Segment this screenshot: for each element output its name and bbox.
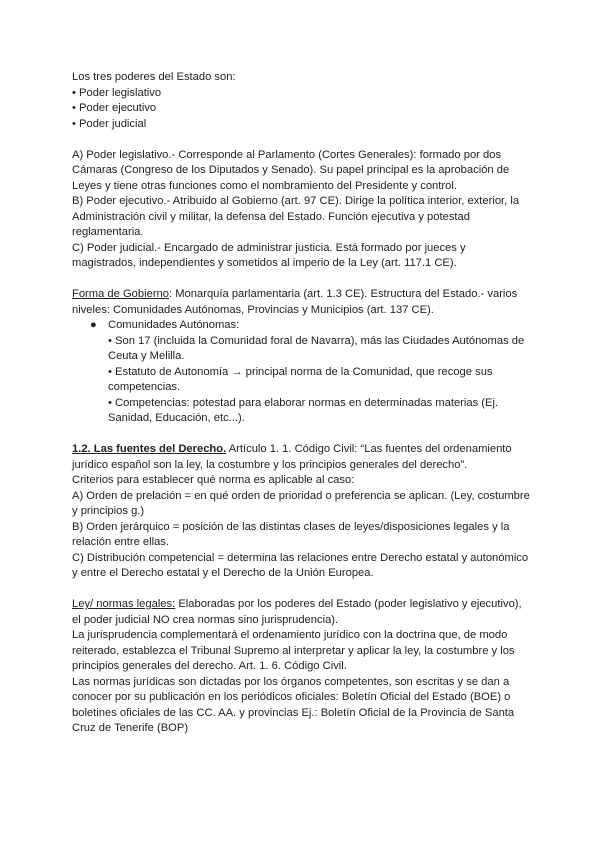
sub-item: • Estatuto de Autonomía → principal norma de la Comunidad, que recoge sus competencias. bbox=[108, 365, 493, 393]
sub-item: • Son 17 (incluida la Comunidad foral de Navarra), más las Ciudades Autónomas de Ceuta y Melilla. bbox=[108, 334, 525, 362]
criterio-item: C) Distribución competencial = determina las relaciones entre Derecho estatal y autonómico y entre el Derecho estatal y el Derecho de la Unión Europea. bbox=[72, 551, 529, 579]
intro-item: • Poder legislativo bbox=[72, 86, 162, 99]
power-legislativo: A) Poder legislativo.- Corresponde al Parlamento (Cortes Generales): formado por dos Cámaras (Congreso de los Diputados y Senado). Su papel principal es la aprobación de Leyes y tiene otras funciones como el nombramiento del Presidente y control. bbox=[72, 148, 510, 192]
ley-paragraph bbox=[72, 597, 532, 628]
gobierno-text: : Monarquía parlamentaria (art. 1.3 CE). Estructura del Estado.- varios niveles: Comunidades Autónomas, Provincias y Municipios (art. 137 CE). bbox=[72, 288, 518, 316]
ley-text: Elaboradas por los poderes del Estado (poder legislativo y ejecutivo), el poder judicial NO crea normas sino jurisprudencia). bbox=[72, 598, 522, 626]
bullet-dot-icon: ● bbox=[90, 319, 97, 331]
fuentes-heading: 1.2. Las fuentes del Derecho. bbox=[72, 443, 227, 455]
sub-item: • Competencias: potestad para elaborar normas en determinadas materias (Ej. Sanidad, Educación, etc...). bbox=[108, 396, 499, 424]
power-judicial: C) Poder judicial.- Encargado de administrar justicia. Está formado por jueces y magistrados, independientes y sometidos al imperio de la Ley (art. 117.1 CE). bbox=[72, 241, 466, 269]
document-body bbox=[72, 70, 532, 737]
fuentes-text: Artículo 1. 1. Código Civil: “Las fuentes del ordenamiento jurídico español son la ley, la costumbre y los principios generales del derecho”. bbox=[72, 443, 512, 471]
normas-paragraph: Las normas jurídicas son dictadas por los órganos competentes, son escritas y se dan a conocer por su publicación en los periódicos oficiales: Boletín Oficial del Estado (BOE) o boletines oficiales de las CC. AA. y provincias Ej.: Boletín Oficial de la Provincia de Santa Cruz de Tenerife (BOP) bbox=[72, 675, 515, 734]
jurisprudencia-paragraph: La jurisprudencia complementará el ordenamiento jurídico con la doctrina que, de modo reiterado, establezca el Tribunal Supremo al interpretar y aplicar la ley, la costumbre y los principios generales del derecho. Art. 1. 6. Código Civil. bbox=[72, 629, 515, 672]
power-ejecutivo: B) Poder ejecutivo.- Atribuido al Gobierno (art. 97 CE). Dirige la política interior, exterior, la Administración civil y militar, la defensa del Estado. Función ejecutiva y potestad reglamentaria. bbox=[72, 195, 520, 238]
fuentes-paragraph bbox=[72, 442, 532, 473]
ley-label: Ley/ normas legales: bbox=[72, 598, 176, 610]
criterio-item: B) Orden jerárquico = posición de las distintas clases de leyes/disposiciones legales y la relación entre ellas. bbox=[72, 520, 510, 548]
gobierno-label: Forma de Gobierno bbox=[72, 288, 170, 300]
bullet-title: Comunidades Autónomas: bbox=[108, 319, 240, 331]
intro-item: • Poder judicial bbox=[72, 117, 147, 130]
intro-item: • Poder ejecutivo bbox=[72, 102, 157, 114]
gobierno-paragraph bbox=[72, 287, 532, 318]
intro-heading: Los tres poderes del Estado son: bbox=[72, 71, 236, 83]
criterio-item: A) Orden de prelación = en qué orden de prioridad o preferencia se aplican. (Ley, costumbre y principios g.) bbox=[72, 489, 530, 517]
criterios-line: Criterios para establecer qué norma es aplicable al caso: bbox=[72, 474, 355, 486]
bullet-item bbox=[72, 318, 532, 334]
